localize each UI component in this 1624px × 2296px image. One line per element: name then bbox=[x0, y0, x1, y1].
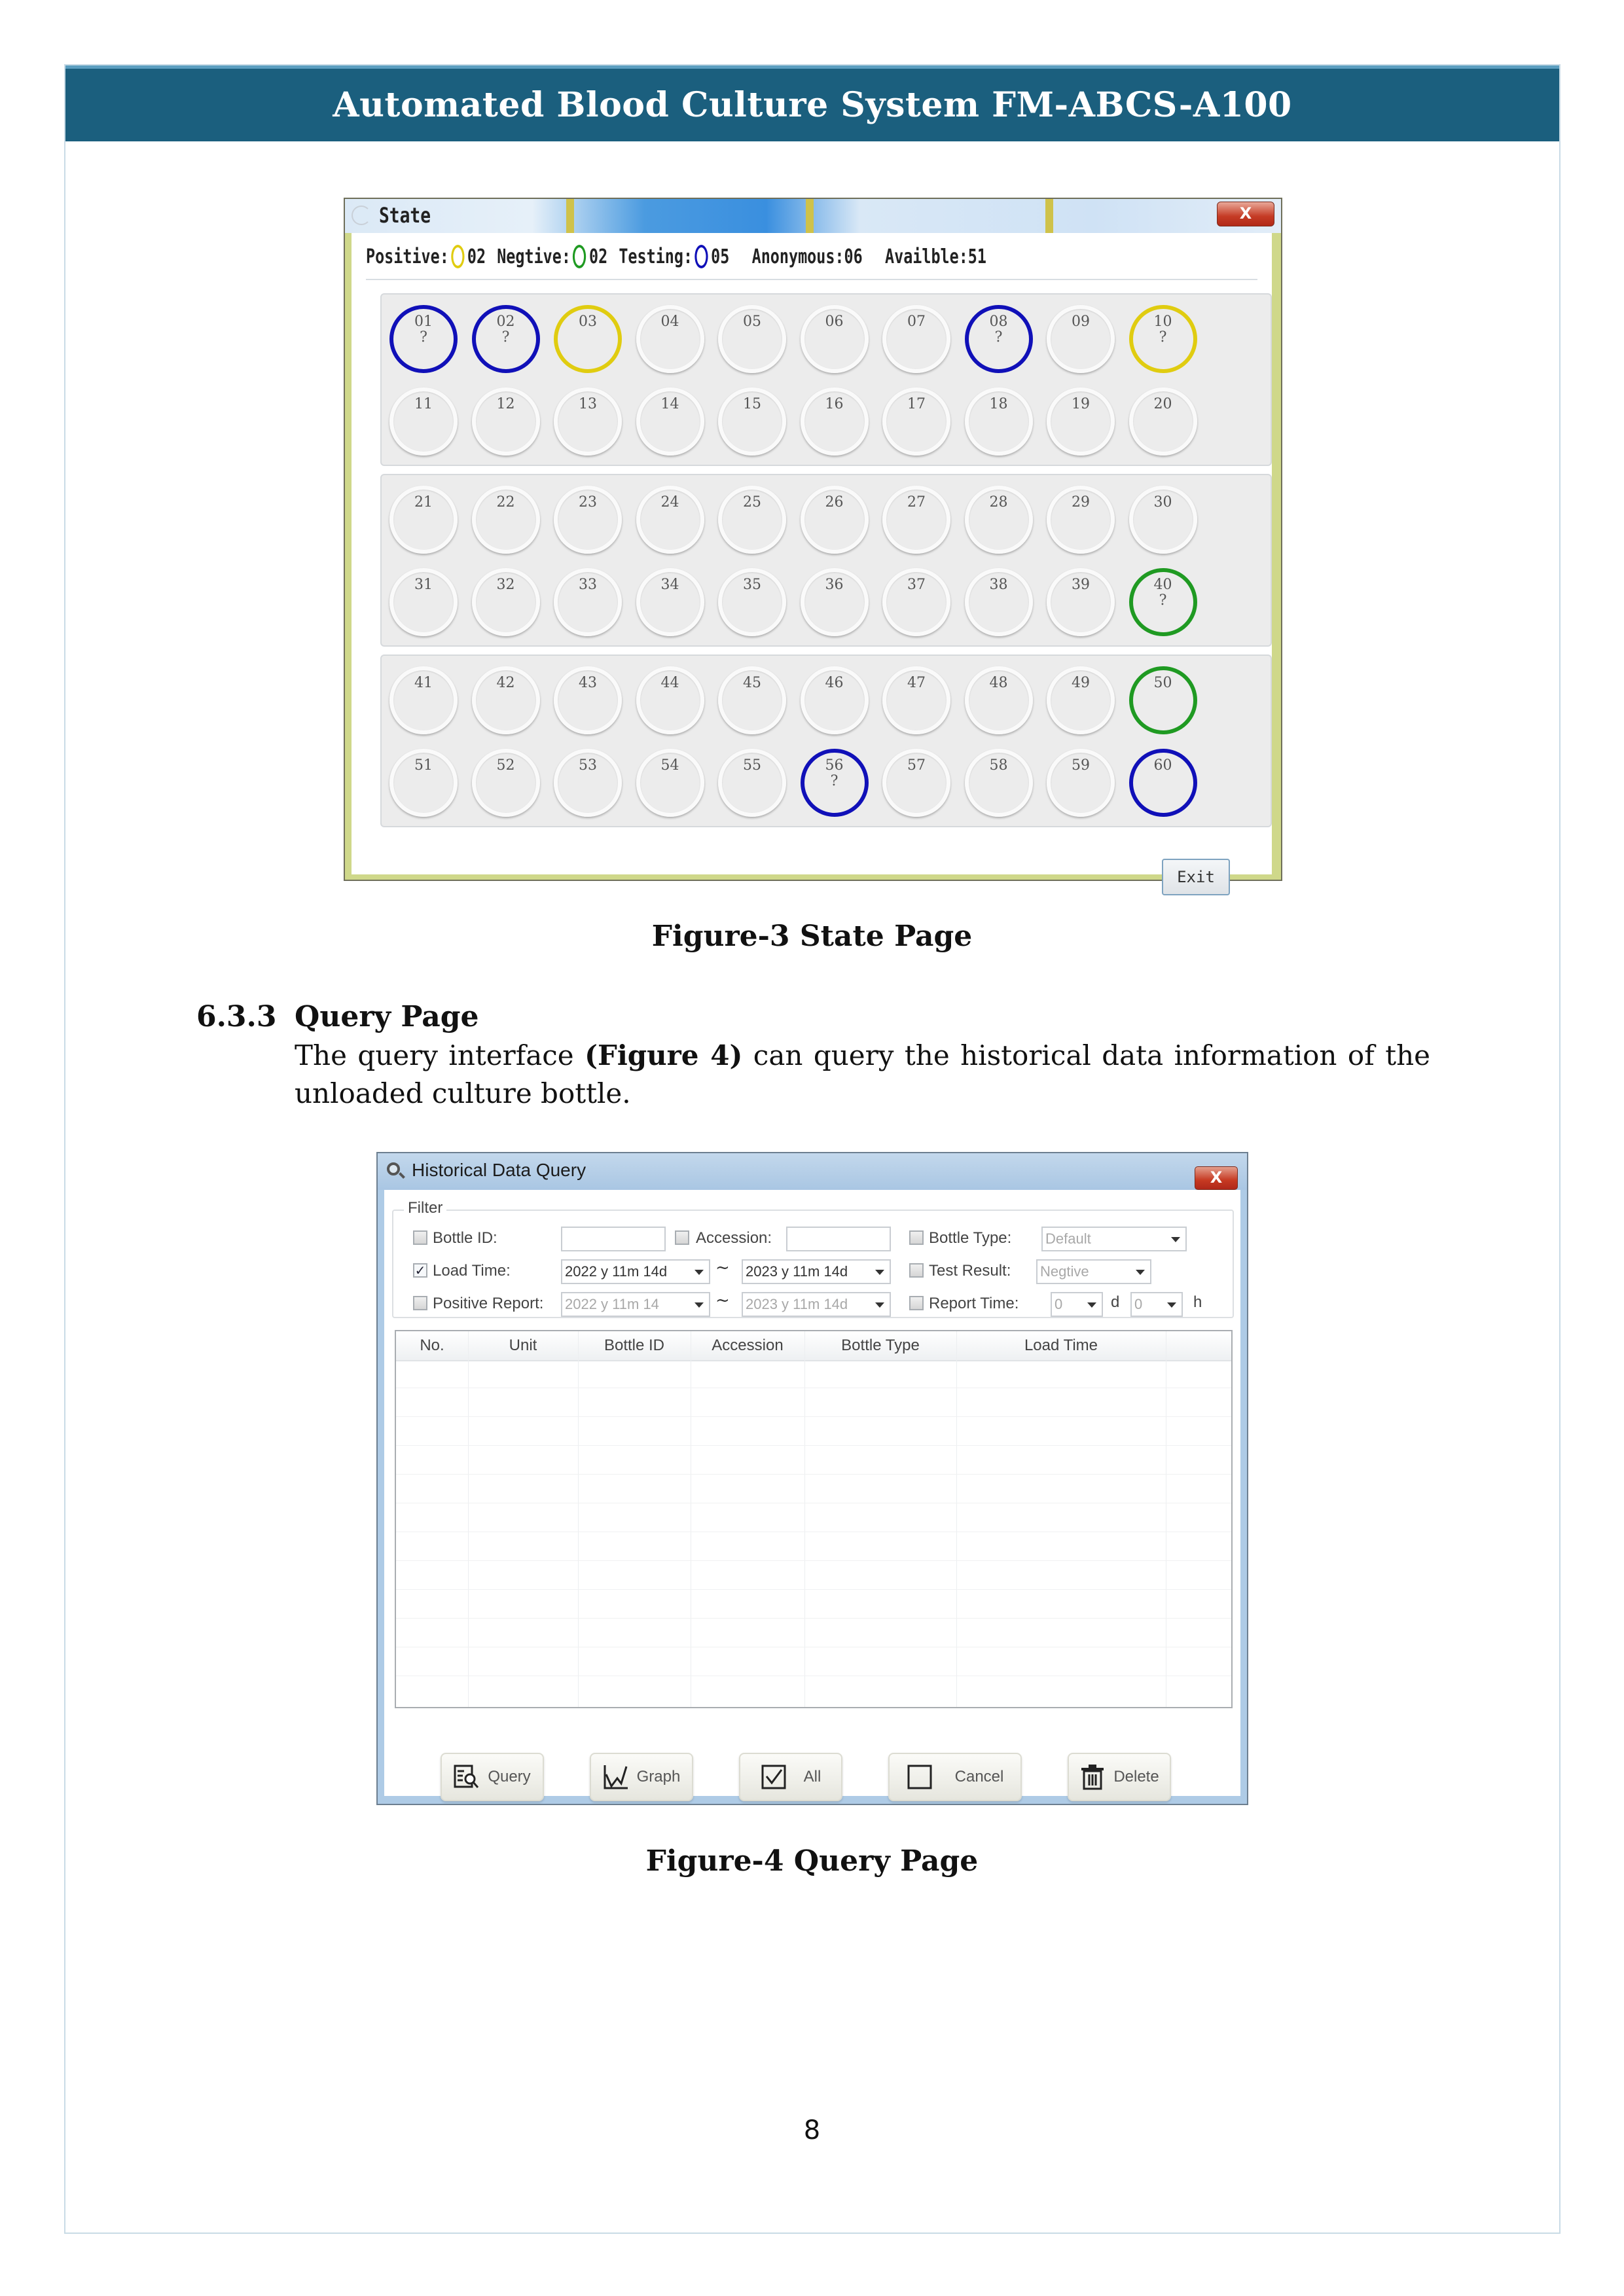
delete-button[interactable] bbox=[1068, 1753, 1171, 1801]
status-legend bbox=[366, 242, 986, 271]
bottle-number: 05 bbox=[743, 314, 761, 330]
bottle-number: 26 bbox=[825, 494, 844, 511]
bottle-slot-11[interactable] bbox=[389, 387, 458, 456]
bottle-slot-39[interactable] bbox=[1047, 568, 1115, 636]
bottle-number: 18 bbox=[989, 396, 1008, 412]
load-time-to-picker[interactable] bbox=[742, 1259, 891, 1284]
bottle-number: 45 bbox=[743, 675, 761, 691]
bottle-slot-40[interactable] bbox=[1129, 568, 1197, 636]
historical-data-query-window bbox=[376, 1152, 1248, 1805]
bottle-number: 40 bbox=[1153, 577, 1172, 593]
bottle-number: 60 bbox=[1153, 757, 1172, 774]
close-button[interactable]: X bbox=[1195, 1166, 1238, 1190]
bottle-number: 27 bbox=[907, 494, 926, 511]
bottle-number: 58 bbox=[989, 757, 1008, 774]
exit-button[interactable]: Exit bbox=[1162, 859, 1230, 895]
bottle-number: 50 bbox=[1153, 675, 1172, 691]
bottle-slot-04[interactable] bbox=[636, 305, 704, 373]
load-time-from-picker[interactable] bbox=[561, 1259, 710, 1284]
bottle-number: 12 bbox=[496, 396, 515, 412]
bottle-number: 07 bbox=[907, 314, 926, 330]
bottle-number: 15 bbox=[743, 396, 761, 412]
bottle-slot-23[interactable] bbox=[554, 486, 622, 554]
load-time-label: Load Time: bbox=[433, 1262, 511, 1280]
divider bbox=[366, 279, 1257, 280]
bottle-slot-43[interactable] bbox=[554, 666, 622, 734]
bottle-number: 29 bbox=[1072, 494, 1090, 511]
state-window-titlebar bbox=[345, 199, 1281, 233]
bottle-number: 30 bbox=[1153, 494, 1172, 511]
bottle-slot-29[interactable] bbox=[1047, 486, 1115, 554]
graph-button-label: Graph bbox=[636, 1768, 681, 1785]
checkbox-empty-icon bbox=[907, 1764, 933, 1790]
section-title: Query Page bbox=[295, 1000, 479, 1033]
bottle-number: 10 bbox=[1153, 314, 1172, 330]
titlebar-decoration bbox=[566, 199, 574, 233]
positive-report-from-picker[interactable] bbox=[561, 1292, 710, 1317]
chevron-down-icon bbox=[1136, 1270, 1145, 1275]
bottle-number: 33 bbox=[579, 577, 597, 593]
bottle-slot-48[interactable] bbox=[965, 666, 1033, 734]
document-header bbox=[65, 65, 1559, 141]
report-days-value: 0 bbox=[1055, 1296, 1063, 1312]
bottle-number: 24 bbox=[660, 494, 679, 511]
chevron-down-icon bbox=[695, 1270, 704, 1275]
positive-report-checkbox[interactable] bbox=[413, 1296, 427, 1310]
table-row-divider bbox=[396, 1560, 1231, 1561]
report-time-label: Report Time: bbox=[929, 1295, 1019, 1312]
bottle-slot-46[interactable] bbox=[801, 666, 869, 734]
bottle-slot-49[interactable] bbox=[1047, 666, 1115, 734]
table-row-divider bbox=[396, 1445, 1231, 1446]
bottle-slot-17[interactable] bbox=[882, 387, 950, 456]
bottle-slot-12[interactable] bbox=[472, 387, 540, 456]
bottle-slot-59[interactable] bbox=[1047, 749, 1115, 817]
bottle-number: 51 bbox=[414, 757, 433, 774]
bottle-type-value: Default bbox=[1045, 1230, 1091, 1247]
report-hours-select[interactable] bbox=[1130, 1292, 1183, 1317]
titlebar-decoration bbox=[1045, 199, 1053, 233]
bottle-slot-34[interactable] bbox=[636, 568, 704, 636]
table-row-divider bbox=[396, 1416, 1231, 1417]
cancel-button-label: Cancel bbox=[954, 1768, 1004, 1785]
delete-button-label: Delete bbox=[1113, 1768, 1159, 1785]
bottle-slot-28[interactable] bbox=[965, 486, 1033, 554]
column-header-accession[interactable]: Accession bbox=[712, 1336, 784, 1354]
bottle-type-label: Bottle Type: bbox=[929, 1229, 1012, 1247]
test-result-checkbox[interactable] bbox=[909, 1263, 924, 1278]
range-separator: ~ bbox=[715, 1291, 730, 1310]
bottle-slot-50[interactable] bbox=[1129, 666, 1197, 734]
range-separator: ~ bbox=[715, 1258, 730, 1278]
positive-report-to-picker[interactable] bbox=[742, 1292, 891, 1317]
bottle-status-mark: ? bbox=[830, 773, 839, 789]
report-hours-value: 0 bbox=[1134, 1296, 1143, 1312]
select-all-button-label: All bbox=[803, 1768, 821, 1785]
query-window-title: Historical Data Query bbox=[412, 1160, 586, 1180]
section-paragraph bbox=[295, 1037, 1430, 1113]
bottle-number: 22 bbox=[496, 494, 515, 511]
bottle-number: 54 bbox=[660, 757, 679, 774]
positive-count: 02 bbox=[467, 245, 486, 268]
bottle-number: 11 bbox=[414, 396, 433, 412]
bottle-number: 02 bbox=[496, 314, 515, 330]
paragraph-text: can query the historical data information of the unloaded culture bottle. bbox=[295, 1039, 1430, 1109]
test-result-value: Negtive bbox=[1040, 1263, 1089, 1280]
bottle-slot-07[interactable] bbox=[882, 305, 950, 373]
query-icon bbox=[454, 1764, 480, 1790]
days-unit-label: d bbox=[1111, 1293, 1120, 1311]
bottle-slot-33[interactable] bbox=[554, 568, 622, 636]
bottle-slot-41[interactable] bbox=[389, 666, 458, 734]
bottle-slot-09[interactable] bbox=[1047, 305, 1115, 373]
bottle-number: 57 bbox=[907, 757, 926, 774]
bottle-slot-45[interactable] bbox=[718, 666, 786, 734]
testing-label: Testing: bbox=[619, 245, 693, 268]
bottle-slot-10[interactable] bbox=[1129, 305, 1197, 373]
query-window-titlebar bbox=[378, 1153, 1247, 1190]
bottle-number: 52 bbox=[496, 757, 515, 774]
chevron-down-icon bbox=[875, 1302, 884, 1308]
bottle-id-label: Bottle ID: bbox=[433, 1229, 497, 1247]
results-table[interactable] bbox=[395, 1330, 1233, 1708]
bottle-slot-18[interactable] bbox=[965, 387, 1033, 456]
bottle-slot-53[interactable] bbox=[554, 749, 622, 817]
page-number: 8 bbox=[803, 2115, 821, 2145]
accession-checkbox[interactable] bbox=[675, 1230, 689, 1245]
state-window bbox=[344, 198, 1282, 886]
bottle-number: 42 bbox=[496, 675, 515, 691]
table-row-divider bbox=[396, 1474, 1231, 1475]
close-button[interactable]: X bbox=[1217, 202, 1274, 226]
bottle-slot-37[interactable] bbox=[882, 568, 950, 636]
bottle-type-select[interactable] bbox=[1041, 1227, 1187, 1251]
load-time-from-value: 2022 y 11m 14d bbox=[565, 1263, 668, 1280]
bottle-slot-35[interactable] bbox=[718, 568, 786, 636]
chevron-down-icon bbox=[1171, 1237, 1180, 1242]
hours-unit-label: h bbox=[1193, 1293, 1202, 1311]
bottle-number: 53 bbox=[579, 757, 597, 774]
positive-report-to-value: 2023 y 11m 14d bbox=[746, 1296, 848, 1312]
column-header-no[interactable]: No. bbox=[420, 1336, 444, 1354]
bottle-number: 49 bbox=[1072, 675, 1090, 691]
bottle-number: 47 bbox=[907, 675, 926, 691]
filter-legend: Filter bbox=[404, 1199, 446, 1217]
bottle-number: 39 bbox=[1072, 577, 1090, 593]
bottle-number: 55 bbox=[743, 757, 761, 774]
bottle-slot-08[interactable] bbox=[965, 305, 1033, 373]
column-header-bottle-id[interactable]: Bottle ID bbox=[604, 1336, 665, 1354]
negative-ring-icon bbox=[573, 245, 586, 268]
bottle-slot-22[interactable] bbox=[472, 486, 540, 554]
bottle-number: 13 bbox=[579, 396, 597, 412]
bottle-number: 41 bbox=[414, 675, 433, 691]
select-all-button[interactable] bbox=[739, 1753, 842, 1801]
bottle-status-mark: ? bbox=[501, 329, 510, 346]
bottle-slot-26[interactable] bbox=[801, 486, 869, 554]
bottle-number: 48 bbox=[989, 675, 1008, 691]
chevron-down-icon bbox=[1087, 1302, 1096, 1308]
column-header-load-time[interactable]: Load Time bbox=[1024, 1336, 1098, 1354]
bottle-number: 01 bbox=[414, 314, 433, 330]
bottle-number: 17 bbox=[907, 396, 926, 412]
figure-3-caption: Figure-3 State Page bbox=[651, 920, 973, 953]
bottle-number: 14 bbox=[660, 396, 679, 412]
bottle-number: 04 bbox=[660, 314, 679, 330]
state-window-title: State bbox=[379, 203, 431, 228]
bottle-number: 28 bbox=[989, 494, 1008, 511]
cancel-button[interactable] bbox=[888, 1753, 1022, 1801]
negative-count: 02 bbox=[589, 245, 608, 268]
bottle-slot-13[interactable] bbox=[554, 387, 622, 456]
bottle-number: 16 bbox=[825, 396, 844, 412]
window-icon bbox=[352, 206, 371, 225]
bottle-slot-21[interactable] bbox=[389, 486, 458, 554]
bottle-slot-47[interactable] bbox=[882, 666, 950, 734]
bottle-number: 35 bbox=[743, 577, 761, 593]
bottle-number: 46 bbox=[825, 675, 844, 691]
bottle-slot-55[interactable] bbox=[718, 749, 786, 817]
test-result-label: Test Result: bbox=[929, 1262, 1011, 1280]
testing-count: 05 bbox=[711, 245, 730, 268]
positive-report-label: Positive Report: bbox=[433, 1295, 544, 1312]
bottle-slot-60[interactable] bbox=[1129, 749, 1197, 817]
bottle-number: 21 bbox=[414, 494, 433, 511]
bottle-number: 38 bbox=[989, 577, 1008, 593]
bottle-status-mark: ? bbox=[1159, 329, 1167, 346]
bottle-number: 36 bbox=[825, 577, 844, 593]
state-window-content bbox=[352, 233, 1272, 886]
bottle-id-input[interactable] bbox=[561, 1227, 666, 1251]
table-row-divider bbox=[396, 1618, 1231, 1619]
query-window-content bbox=[384, 1190, 1240, 1796]
bottle-slot-31[interactable] bbox=[389, 568, 458, 636]
bottle-number: 56 bbox=[825, 757, 844, 774]
bottle-slot-05[interactable] bbox=[718, 305, 786, 373]
column-header-bottle-type[interactable]: Bottle Type bbox=[841, 1336, 920, 1354]
checkbox-checked-icon bbox=[761, 1764, 787, 1790]
positive-label: Positive: bbox=[366, 245, 449, 268]
anonymous-count: Anonymous:06 bbox=[751, 245, 863, 268]
negative-label: Negtive: bbox=[497, 245, 571, 268]
bottle-status-mark: ? bbox=[994, 329, 1003, 346]
table-row-divider bbox=[396, 1589, 1231, 1590]
bottle-slot-03[interactable] bbox=[554, 305, 622, 373]
bottle-slot-56[interactable] bbox=[801, 749, 869, 817]
chevron-down-icon bbox=[695, 1302, 704, 1308]
bottle-number: 03 bbox=[579, 314, 597, 330]
bottle-slot-30[interactable] bbox=[1129, 486, 1197, 554]
bottle-slot-19[interactable] bbox=[1047, 387, 1115, 456]
bottle-number: 37 bbox=[907, 577, 926, 593]
bottle-number: 59 bbox=[1072, 757, 1090, 774]
figure-4-caption: Figure-4 Query Page bbox=[645, 1844, 979, 1878]
bottle-slot-57[interactable] bbox=[882, 749, 950, 817]
bottle-slot-20[interactable] bbox=[1129, 387, 1197, 456]
bottle-slot-15[interactable] bbox=[718, 387, 786, 456]
bottle-number: 19 bbox=[1072, 396, 1090, 412]
section-number: 6.3.3 bbox=[196, 1000, 277, 1033]
bottle-slot-24[interactable] bbox=[636, 486, 704, 554]
figure-reference: (Figure 4) bbox=[585, 1039, 743, 1071]
load-time-to-value: 2023 y 11m 14d bbox=[746, 1263, 848, 1280]
positive-ring-icon bbox=[451, 245, 464, 268]
bottle-number: 25 bbox=[743, 494, 761, 511]
bottle-slot-32[interactable] bbox=[472, 568, 540, 636]
bottle-status-mark: ? bbox=[1159, 592, 1167, 609]
bottle-number: 43 bbox=[579, 675, 597, 691]
bottle-number: 32 bbox=[496, 577, 515, 593]
bottle-number: 08 bbox=[989, 314, 1008, 330]
bottle-number: 31 bbox=[414, 577, 433, 593]
accession-input[interactable] bbox=[786, 1227, 891, 1251]
bottle-slot-54[interactable] bbox=[636, 749, 704, 817]
bottle-number: 34 bbox=[660, 577, 679, 593]
testing-ring-icon bbox=[695, 245, 708, 268]
bottle-slot-38[interactable] bbox=[965, 568, 1033, 636]
query-button-label: Query bbox=[488, 1768, 531, 1785]
chevron-down-icon bbox=[1167, 1302, 1176, 1308]
bottle-slot-14[interactable] bbox=[636, 387, 704, 456]
bottle-slot-58[interactable] bbox=[965, 749, 1033, 817]
load-time-checkbox[interactable]: ✓ bbox=[413, 1263, 427, 1278]
search-icon bbox=[387, 1162, 400, 1175]
available-count: Availble:51 bbox=[885, 245, 986, 268]
bottle-number: 44 bbox=[660, 675, 679, 691]
bottle-slot-25[interactable] bbox=[718, 486, 786, 554]
report-days-select[interactable] bbox=[1051, 1292, 1103, 1317]
bottle-number: 23 bbox=[579, 494, 597, 511]
bottle-slot-36[interactable] bbox=[801, 568, 869, 636]
column-header-unit[interactable]: Unit bbox=[509, 1336, 537, 1354]
graph-icon bbox=[603, 1764, 629, 1790]
titlebar-decoration bbox=[806, 199, 814, 233]
positive-report-from-value: 2022 y 11m 14 bbox=[565, 1296, 659, 1312]
bottle-slot-06[interactable] bbox=[801, 305, 869, 373]
graph-button[interactable] bbox=[590, 1753, 693, 1801]
trash-icon bbox=[1079, 1764, 1106, 1790]
bottle-slot-27[interactable] bbox=[882, 486, 950, 554]
accession-label: Accession: bbox=[696, 1229, 772, 1247]
bottle-slot-52[interactable] bbox=[472, 749, 540, 817]
bottle-number: 20 bbox=[1153, 396, 1172, 412]
bottle-slot-01[interactable] bbox=[389, 305, 458, 373]
bottle-number: 09 bbox=[1072, 314, 1090, 330]
bottle-slot-44[interactable] bbox=[636, 666, 704, 734]
report-time-checkbox[interactable] bbox=[909, 1296, 924, 1310]
bottle-number: 06 bbox=[825, 314, 844, 330]
table-header bbox=[396, 1331, 1231, 1361]
bottle-status-mark: ? bbox=[420, 329, 427, 346]
bottle-id-checkbox[interactable] bbox=[413, 1230, 427, 1245]
document-title: Automated Blood Culture System FM-ABCS-A100 bbox=[333, 85, 1292, 125]
chevron-down-icon bbox=[875, 1270, 884, 1275]
bottle-slot-02[interactable] bbox=[472, 305, 540, 373]
paragraph-text: The query interface bbox=[295, 1039, 585, 1071]
bottle-slot-42[interactable] bbox=[472, 666, 540, 734]
bottle-slot-51[interactable] bbox=[389, 749, 458, 817]
test-result-select[interactable] bbox=[1036, 1259, 1151, 1284]
bottle-slot-16[interactable] bbox=[801, 387, 869, 456]
query-button[interactable] bbox=[441, 1753, 544, 1801]
bottle-type-checkbox[interactable] bbox=[909, 1230, 924, 1245]
